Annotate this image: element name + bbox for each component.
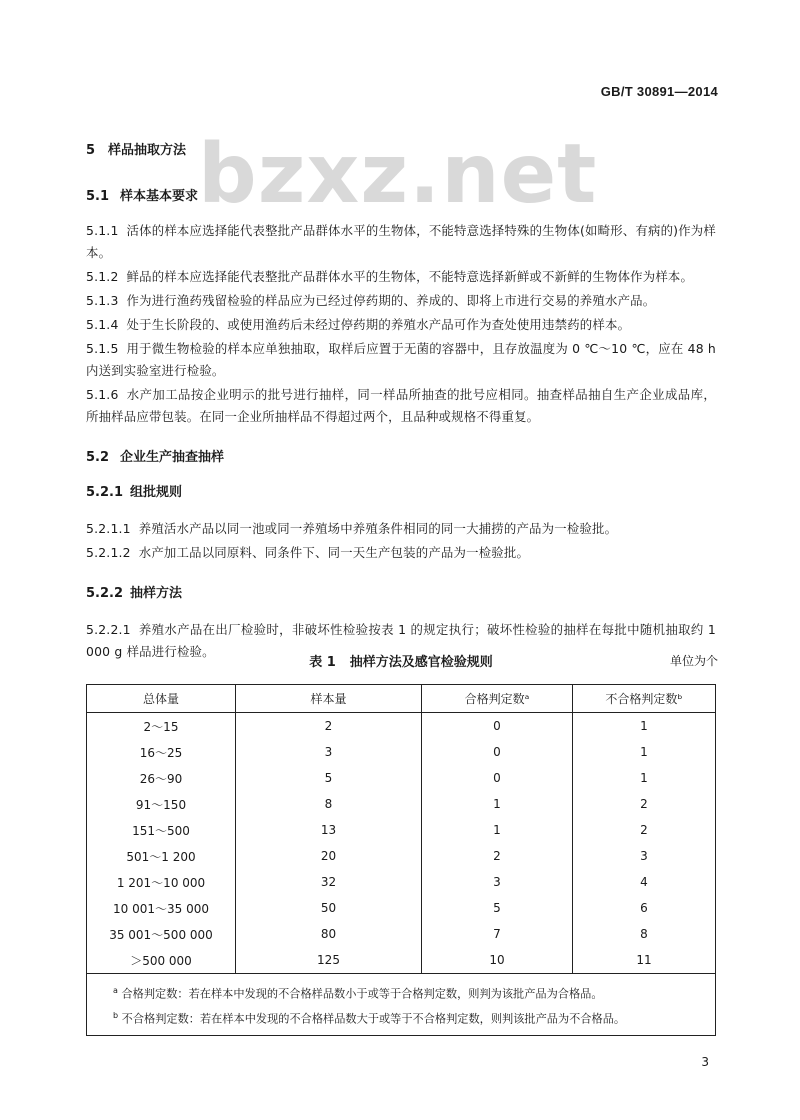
table-cell: 2 xyxy=(573,791,716,817)
clause-text: 鲜品的样本应选择能代表整批产品群体水平的生物体，不能特意选择新鲜或不新鲜的生物体作为样本。 xyxy=(126,269,694,284)
table-cell: 1 xyxy=(573,765,716,791)
table-note xyxy=(113,980,715,1005)
table-caption xyxy=(86,651,716,670)
table-row xyxy=(87,765,716,791)
table-row xyxy=(87,869,716,895)
column-header: 不合格判定数ᵇ xyxy=(573,685,716,713)
clause-text: 水产加工品以同原料、同条件下、同一天生产包装的产品为一检验批。 xyxy=(138,545,530,560)
table-cell: 7 xyxy=(422,921,573,947)
section-5-1-heading xyxy=(86,185,716,204)
clause-5-2-1-1 xyxy=(86,518,716,540)
column-header: 总体量 xyxy=(87,685,236,713)
table-cell: 3 xyxy=(236,739,422,765)
table-caption-row xyxy=(86,651,716,671)
table-cell: 0 xyxy=(422,765,573,791)
table-number: 表 1 xyxy=(309,655,336,670)
clause-5-1-6 xyxy=(86,384,716,428)
section-number: 5.1 xyxy=(86,189,110,204)
table-cell: 8 xyxy=(573,921,716,947)
clause-text: 养殖活水产品以同一池或同一养殖场中养殖条件相同的同一大捕捞的产品为一检验批。 xyxy=(138,521,618,536)
table-row xyxy=(87,713,716,740)
table-row xyxy=(87,843,716,869)
note-mark: a xyxy=(113,986,118,995)
table-cell: 2 xyxy=(573,817,716,843)
section-5-2-heading xyxy=(86,446,716,465)
table-cell: 2 xyxy=(422,843,573,869)
table-cell: 10 xyxy=(422,947,573,974)
table-cell: 32 xyxy=(236,869,422,895)
clause-5-2-1-2 xyxy=(86,542,716,564)
page-number: 3 xyxy=(701,1055,709,1069)
table-cell: 16～25 xyxy=(87,739,236,765)
table-cell: 8 xyxy=(236,791,422,817)
table-header-row xyxy=(87,685,716,713)
table-cell: 2 xyxy=(236,713,422,740)
section-5-heading xyxy=(86,139,716,158)
table-unit: 单位为个 xyxy=(669,654,718,668)
note-mark: b xyxy=(113,1010,119,1020)
note-text: 合格判定数：若在样本中发现的不合格样品数小于或等于合格判定数，则判为该批产品为合格品。 xyxy=(121,987,603,1001)
table-cell: 35 001～500 000 xyxy=(87,921,236,947)
standard-number: GB/T 30891—2014 xyxy=(600,84,718,99)
table-cell: 0 xyxy=(422,713,573,740)
table-cell: 5 xyxy=(422,895,573,921)
section-title: 组批规则 xyxy=(130,485,183,500)
column-header: 样本量 xyxy=(236,685,422,713)
clause-5-1-2 xyxy=(86,266,716,288)
table-notes-row xyxy=(87,974,716,1036)
clause-number: 5.2.2.1 xyxy=(86,622,131,637)
table-cell: 26～90 xyxy=(87,765,236,791)
clause-text: 作为进行渔药残留检验的样品应为已经过停药期的、养成的、即将上市进行交易的养殖水产品。 xyxy=(126,293,656,308)
section-title: 样品抽取方法 xyxy=(108,143,187,158)
table-row xyxy=(87,947,716,974)
clause-number: 5.1.2 xyxy=(86,269,119,284)
column-header: 合格判定数ᵃ xyxy=(422,685,573,713)
table-cell: 3 xyxy=(422,869,573,895)
section-5-2-2-heading xyxy=(86,582,716,601)
table-cell: 3 xyxy=(573,843,716,869)
table-row xyxy=(87,791,716,817)
section-title: 企业生产抽查抽样 xyxy=(120,450,225,465)
watermark: bzxz.net xyxy=(198,127,598,222)
table-cell: 1 xyxy=(422,817,573,843)
clause-number: 5.1.1 xyxy=(86,223,119,238)
clause-text: 活体的样本应选择能代表整批产品群体水平的生物体，不能特意选择特殊的生物体(如畸形、有病的)作为样本。 xyxy=(86,223,716,260)
clause-text: 用于微生物检验的样本应单独抽取，取样后应置于无菌的容器中，且存放温度为 0 ℃～10 ℃，应在 48 h 内送到实验室进行检验。 xyxy=(86,341,716,378)
clause-5-1-4 xyxy=(86,314,716,336)
clause-5-1-5 xyxy=(86,338,716,382)
table-row xyxy=(87,895,716,921)
table-row xyxy=(87,739,716,765)
table-cell: 11 xyxy=(573,947,716,974)
table-cell: 4 xyxy=(573,869,716,895)
section-title: 样本基本要求 xyxy=(120,189,199,204)
table-cell: 1 xyxy=(573,739,716,765)
table-cell: 50 xyxy=(236,895,422,921)
table-cell: 1 xyxy=(573,713,716,740)
table-cell: 125 xyxy=(236,947,422,974)
table-cell: ＞500 000 xyxy=(87,947,236,974)
table-cell: 151～500 xyxy=(87,817,236,843)
table-cell: 501～1 200 xyxy=(87,843,236,869)
clause-text: 水产加工品按企业明示的批号进行抽样，同一样品所抽查的批号应相同。抽查样品抽自生产企业成品库，所抽样品应带包装。在同一企业所抽样品不得超过两个，且品种或规格不得重复。 xyxy=(86,387,716,424)
clause-text: 养殖水产品在出厂检验时，非破坏性检验按表 1 的规定执行；破坏性检验的抽样在每批中随机抽取约 1 000 g 样品进行检验。 xyxy=(86,622,716,659)
table-cell: 1 xyxy=(422,791,573,817)
sampling-table xyxy=(86,684,716,1036)
section-5-2-1-heading xyxy=(86,481,716,500)
table-cell: 5 xyxy=(236,765,422,791)
table-row xyxy=(87,817,716,843)
table-cell: 80 xyxy=(236,921,422,947)
clause-text: 处于生长阶段的、或使用渔药后未经过停药期的养殖水产品可作为查处使用违禁药的样本。 xyxy=(126,317,631,332)
table-cell: 13 xyxy=(236,817,422,843)
clause-5-1-3 xyxy=(86,290,716,312)
table-cell: 0 xyxy=(422,739,573,765)
table-cell: 91～150 xyxy=(87,791,236,817)
section-number: 5 xyxy=(86,143,96,158)
table-note xyxy=(113,1005,715,1030)
clause-number: 5.1.5 xyxy=(86,341,119,356)
clause-number: 5.1.3 xyxy=(86,293,119,308)
clause-number: 5.2.1.1 xyxy=(86,521,131,536)
table-cell: 6 xyxy=(573,895,716,921)
clause-number: 5.1.6 xyxy=(86,387,119,402)
clause-5-1-1 xyxy=(86,220,716,264)
table-row xyxy=(87,921,716,947)
clause-number: 5.2.1.2 xyxy=(86,545,131,560)
table-title: 抽样方法及感官检验规则 xyxy=(349,655,493,670)
clause-number: 5.1.4 xyxy=(86,317,119,332)
body-content xyxy=(86,139,716,663)
table-cell: 20 xyxy=(236,843,422,869)
table-cell: 1 201～10 000 xyxy=(87,869,236,895)
table-cell: 2～15 xyxy=(87,713,236,740)
section-title: 抽样方法 xyxy=(130,586,183,601)
note-text: 不合格判定数：若在样本中发现的不合格样品数大于或等于不合格判定数，则判该批产品为不合格品。 xyxy=(121,1012,626,1026)
section-number: 5.2.1 xyxy=(86,485,124,500)
section-number: 5.2.2 xyxy=(86,586,124,601)
table-cell: 10 001～35 000 xyxy=(87,895,236,921)
table-notes xyxy=(87,974,716,1036)
section-number: 5.2 xyxy=(86,450,110,465)
